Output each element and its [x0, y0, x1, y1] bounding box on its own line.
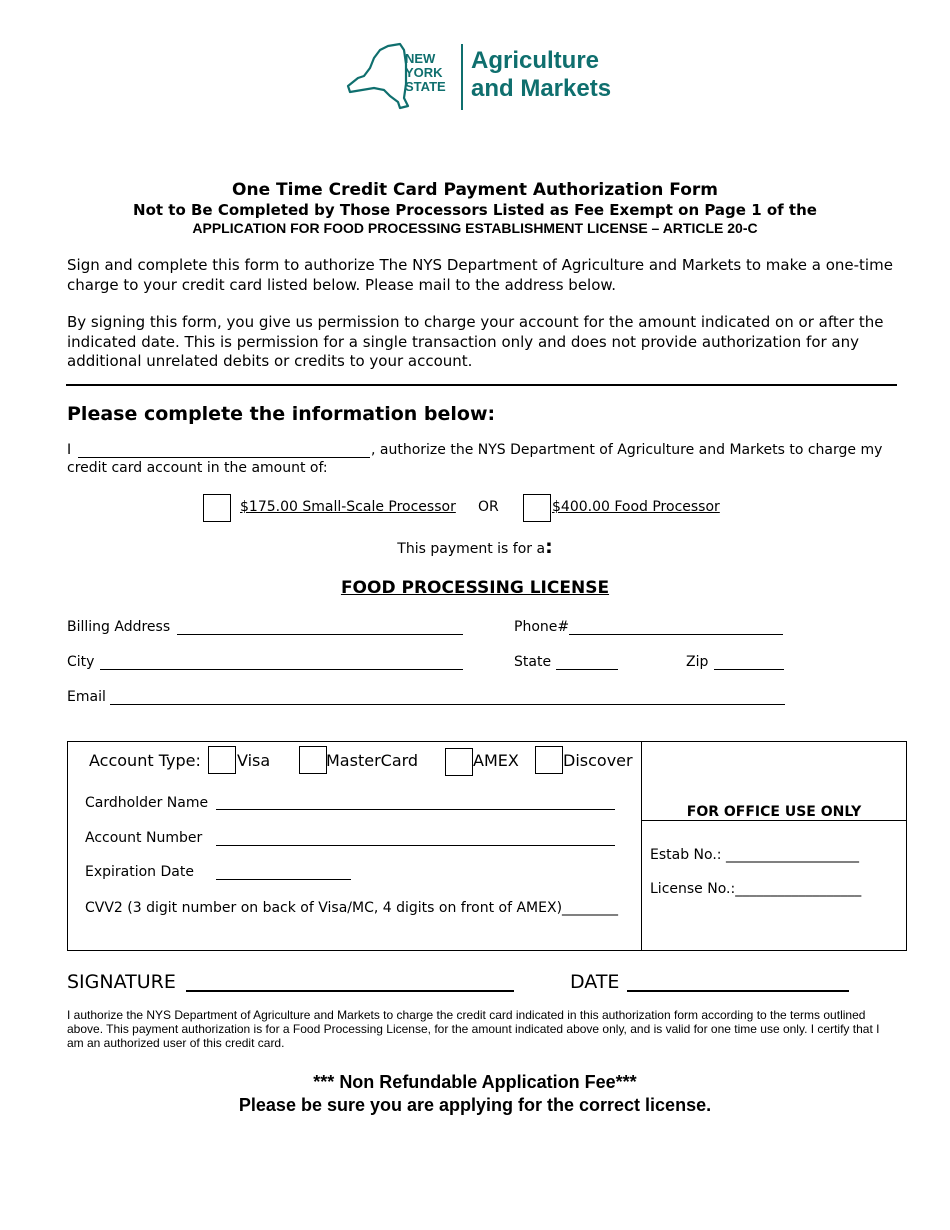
- authorization-disclaimer: I authorize the NYS Department of Agriculture and Markets to charge the credit card indicated in this authorization form according to the terms outlined above. This payment authorization is for a Food Processing License, for the amount indicated above only, and is valid for one time use only. I certify that I am an authorized user of this credit card.: [67, 1008, 880, 1050]
- payment-for-colon: :: [545, 536, 553, 558]
- amex-checkbox[interactable]: [445, 748, 473, 776]
- cardholder-name-label: Cardholder Name: [85, 795, 209, 811]
- billing-address-label: Billing Address: [67, 619, 171, 635]
- amex-label: AMEX: [473, 751, 519, 770]
- discover-checkbox[interactable]: [535, 746, 563, 774]
- intro-paragraph-1: Sign and complete this form to authorize The NYS Department of Agriculture and Markets to make a one-time charge to your credit card listed below. Please mail to the address below.: [67, 256, 893, 294]
- cardholder-name-field[interactable]: [216, 809, 615, 810]
- state-label: State: [514, 654, 552, 670]
- agency-logo: [344, 40, 620, 114]
- intro-paragraph-2: By signing this form, you give us permission to charge your account for the amount indicated on or after the indicated date. This is permission for a single transaction only and does not provide authorization for any additional unrelated debits or credits to your account.: [67, 313, 884, 370]
- date-field[interactable]: [627, 990, 849, 992]
- state-field[interactable]: [556, 669, 618, 670]
- estab-no-label: Estab No.: ___________________: [650, 847, 859, 863]
- form-title: One Time Credit Card Payment Authorization Form: [232, 180, 718, 200]
- email-label: Email: [67, 689, 106, 705]
- logo-agency-line2: and Markets: [471, 75, 612, 102]
- payment-for-label: This payment is for a: [397, 541, 546, 557]
- license-type-heading: FOOD PROCESSING LICENSE: [340, 578, 610, 598]
- payment-for-text: [0, 536, 950, 558]
- office-divider-horizontal: [641, 820, 907, 821]
- phone-label: Phone#: [514, 619, 570, 635]
- zip-field[interactable]: [714, 669, 784, 670]
- email-field[interactable]: [110, 704, 785, 705]
- discover-label: Discover: [563, 751, 633, 770]
- cvv-label: CVV2 (3 digit number on back of Visa/MC, 4 digits on front of AMEX)________: [85, 900, 619, 916]
- food-processor-checkbox[interactable]: [523, 494, 551, 522]
- office-divider-vertical: [641, 741, 642, 951]
- signature-label: SIGNATURE: [67, 971, 176, 993]
- form-subtitle: Not to Be Completed by Those Processors Listed as Fee Exempt on Page 1 of the: [133, 201, 817, 219]
- logo-state-line2: YORK: [405, 65, 443, 80]
- authorize-prefix: I: [67, 442, 72, 458]
- city-field[interactable]: [100, 669, 463, 670]
- zip-label: Zip: [686, 654, 709, 670]
- logo-divider: [461, 44, 463, 110]
- city-label: City: [67, 654, 95, 670]
- authorizer-name-field[interactable]: [78, 457, 370, 458]
- or-text: OR: [478, 499, 499, 515]
- mastercard-label: MasterCard: [326, 751, 419, 770]
- mastercard-checkbox[interactable]: [299, 746, 327, 774]
- authorize-text-line2: credit card account in the amount of:: [67, 460, 328, 476]
- new-york-state-outline-icon: [344, 40, 410, 112]
- logo-state-line1: NEW: [405, 51, 436, 66]
- section-divider: [66, 384, 897, 386]
- expiration-date-label: Expiration Date: [85, 864, 194, 880]
- account-number-field[interactable]: [216, 845, 615, 846]
- signature-field[interactable]: [186, 990, 514, 992]
- account-info-box: [67, 741, 907, 951]
- food-processor-option-label: $400.00 Food Processor: [552, 499, 720, 515]
- non-refundable-notice: *** Non Refundable Application Fee***: [313, 1072, 637, 1092]
- date-label: DATE: [570, 971, 620, 993]
- section-heading: Please complete the information below:: [67, 403, 496, 425]
- logo-agency-line1: Agriculture: [471, 47, 600, 74]
- office-use-heading: FOR OFFICE USE ONLY: [686, 804, 862, 820]
- license-no-label: License No.:__________________: [650, 881, 862, 897]
- small-scale-checkbox[interactable]: [203, 494, 231, 522]
- account-type-label: Account Type:: [89, 751, 201, 770]
- billing-address-field[interactable]: [177, 634, 463, 635]
- logo-state-line3: STATE: [405, 79, 446, 94]
- small-scale-option-label: $175.00 Small-Scale Processor: [240, 499, 456, 515]
- expiration-date-field[interactable]: [216, 879, 351, 880]
- correct-license-notice: Please be sure you are applying for the correct license.: [238, 1095, 712, 1115]
- visa-label: Visa: [237, 751, 271, 770]
- phone-field[interactable]: [569, 634, 783, 635]
- visa-checkbox[interactable]: [208, 746, 236, 774]
- account-number-label: Account Number: [85, 830, 203, 846]
- authorize-text: , authorize the NYS Department of Agriculture and Markets to charge my: [371, 442, 883, 458]
- form-subtitle-2: APPLICATION FOR FOOD PROCESSING ESTABLISHMENT LICENSE – ARTICLE 20-C: [192, 220, 758, 236]
